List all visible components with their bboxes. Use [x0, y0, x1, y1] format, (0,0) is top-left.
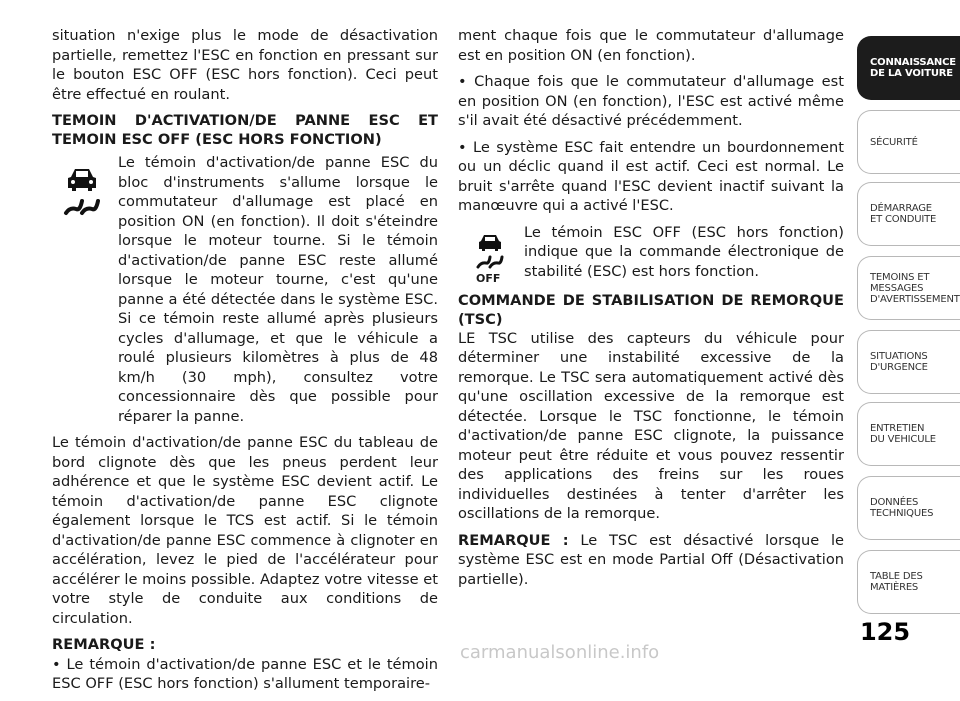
tab-table-matieres[interactable]: TABLE DES MATIÈRES	[857, 550, 960, 614]
off-icon-label: OFF	[476, 271, 501, 285]
esc-warning-block	[52, 153, 438, 426]
remarque-label: REMARQUE :	[458, 531, 569, 549]
paragraph: Le témoin d'activation/de panne ESC du bloc d'instruments s'allume lorsque le commutateur d'allumage est placé en position ON (en fonction). Il doit s'éteindre lorsque le moteur tourne. Si le témoin d'activation/de panne ESC reste allumé lorsque le moteur tourne, c'est qu'une panne a été détectée dans le système ESC. Si ce témoin reste allumé après plusieurs cycles d'allumage, et que le véhicule a roulé plusieurs kilomètres à plus de 48 km/h (30 mph), consultez votre concessionnaire dès que possible pour réparer la panne.	[118, 154, 438, 425]
page-number: 125	[859, 618, 911, 646]
remarque-paragraph	[458, 531, 844, 590]
tab-entretien-vehicule[interactable]: ENTRETIEN DU VEHICULE	[857, 402, 960, 466]
chapter-sidebar	[857, 0, 960, 678]
paragraph: LE TSC utilise des capteurs du véhicule pour déterminer une instabilité excessive de la remorque. Le TSC sera automatiquement activé dès qu'une oscillation excessive de la remorque est détectée. Lorsque le TSC fonctionne, le témoin d'activation/de panne ESC clignote, la puissance moteur peut être réduite et vous pouvez ressentir des applications des freins sur les roues individuelles destinées à tenter d'arrêter les oscillations de la remorque.	[458, 329, 844, 522]
esc-off-icon	[472, 231, 508, 283]
paragraph: Le témoin ESC OFF (ESC hors fonction) indique que la commande électronique de stabilité (ESC) est hors fonction.	[524, 223, 844, 280]
paragraph: situation n'exige plus le mode de désactivation partielle, remettez l'ESC en fonction en pressant sur le bouton ESC OFF (ESC hors fonction). Ceci peut être effectué en roulant.	[52, 27, 438, 103]
tab-donnees-techniques[interactable]: DONNÉES TECHNIQUES	[857, 476, 960, 540]
bullet-item: • Chaque fois que le commutateur d'allumage est en position ON (en fonction), l'ESC est activé même s'il avait été désactivé précédemment.	[458, 73, 844, 129]
right-column	[458, 26, 844, 596]
left-column	[52, 26, 438, 701]
esc-off-block	[458, 223, 844, 283]
paragraph: Le témoin d'activation/de panne ESC du tableau de bord clignote dès que les pneus perdent leur adhérence et que le système ESC devient actif. Le témoin d'activation/de panne ESC clignote également lorsque le TCS est actif. Si le témoin d'activation/de panne ESC commence à clignoter en accélération, levez le pied de l'accélérateur pour accélérer le moins possible. Adaptez votre vitesse et votre style de conduite aux conditions de circulation.	[52, 434, 438, 627]
esc-warning-icon	[58, 163, 104, 219]
remarque-label: REMARQUE :	[52, 636, 156, 653]
tab-connaissance-voiture[interactable]: CONNAISSANCE DE LA VOITURE	[857, 36, 960, 100]
section-heading: TEMOIN D'ACTIVATION/DE PANNE ESC ET TEMOIN ESC OFF (ESC HORS FONCTION)	[52, 112, 438, 148]
tab-demarrage-conduite[interactable]: DÉMARRAGE ET CONDUITE	[857, 182, 960, 246]
section-heading: COMMANDE DE STABILISATION DE REMORQUE (TSC)	[458, 291, 844, 328]
tab-situations-urgence[interactable]: SITUATIONS D'URGENCE	[857, 330, 960, 394]
paragraph: ment chaque fois que le commutateur d'allumage est en position ON (en fonction).	[458, 27, 844, 64]
tab-securite[interactable]: SÉCURITÉ	[857, 110, 960, 174]
bullet-item: • Le témoin d'activation/de panne ESC et le témoin ESC OFF (ESC hors fonction) s'allument temporaire-	[52, 655, 438, 692]
bullet-item: • Le système ESC fait entendre un bourdonnement ou un déclic quand il est actif. Ceci est normal. Le bruit s'arrête quand l'ESC devient inactif suivant la manœuvre qui a activé l'ESC.	[458, 138, 844, 214]
remarque-text: Le TSC est désactivé lorsque le système ESC est en mode Partial Off (Désactivation partielle).	[458, 531, 845, 588]
tab-temoins-messages[interactable]: TEMOINS ET MESSAGES D'AVERTISSEMENT	[857, 256, 960, 320]
watermark: carmanualsonline.info	[460, 642, 660, 663]
